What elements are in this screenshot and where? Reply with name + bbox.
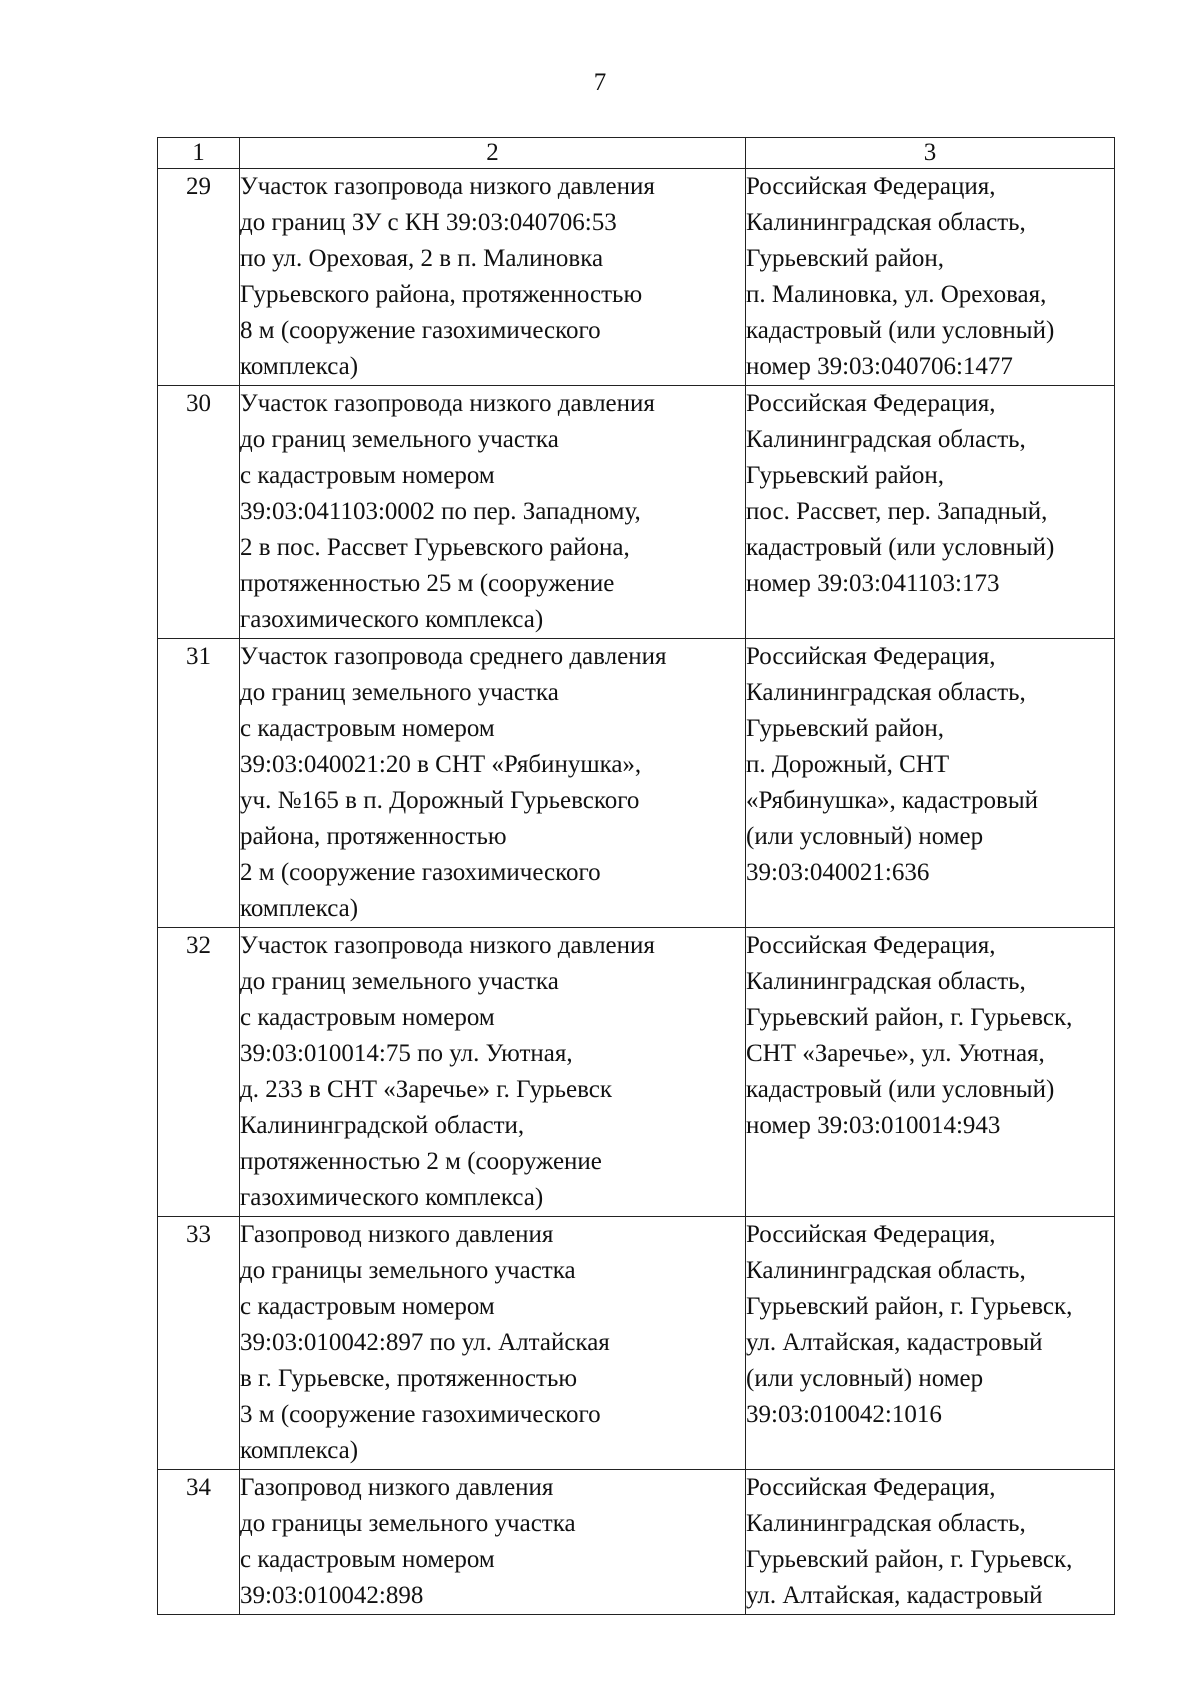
address-line: Калининградская область, xyxy=(746,679,1026,706)
page-number: 7 xyxy=(593,69,607,96)
description-line: до границ ЗУ с КН 39:03:040706:53 xyxy=(240,209,617,236)
address-line: (или условный) номер xyxy=(746,1365,984,1392)
address-line: п. Малиновка, ул. Ореховая, xyxy=(746,281,1047,308)
description-line: Калининградской области, xyxy=(240,1112,525,1139)
description-line: Участок газопровода среднего давления xyxy=(240,643,667,670)
description-line: Газопровод низкого давления xyxy=(240,1221,554,1248)
address-line: Гурьевский район, xyxy=(746,462,945,489)
description-line: до границ земельного участка xyxy=(240,968,559,995)
address-line: Гурьевский район, xyxy=(746,245,945,272)
address-line: Калининградская область, xyxy=(746,968,1026,995)
description-line: Участок газопровода низкого давления xyxy=(240,932,655,959)
row-number: 32 xyxy=(158,928,240,1217)
description-line: по ул. Ореховая, 2 в п. Малиновка xyxy=(240,245,604,272)
description-line: 39:03:010014:75 по ул. Уютная, xyxy=(240,1040,573,1067)
address-line: п. Дорожный, СНТ xyxy=(746,751,950,778)
description-line: Участок газопровода низкого давления xyxy=(240,390,655,417)
description-line: до границ земельного участка xyxy=(240,426,559,453)
description-line: Участок газопровода низкого давления xyxy=(240,173,655,200)
row-number: 31 xyxy=(158,639,240,928)
description-line: протяженностью 2 м (сооружение xyxy=(240,1148,602,1175)
table-header-row xyxy=(158,138,1115,169)
table-row xyxy=(158,639,1115,928)
address-line: 39:03:010042:1016 xyxy=(746,1401,942,1428)
object-description-cell xyxy=(240,1217,746,1470)
address-line: кадастровый (или условный) xyxy=(746,534,1055,561)
description-line: газохимического комплекса) xyxy=(240,1184,544,1211)
address-cell xyxy=(746,1217,1115,1470)
table-body xyxy=(158,169,1115,1615)
description-line: Газопровод низкого давления xyxy=(240,1474,554,1501)
row-number: 29 xyxy=(158,169,240,386)
table-row xyxy=(158,1470,1115,1615)
address-line: Гурьевский район, г. Гурьевск, xyxy=(746,1004,1073,1031)
object-description-cell xyxy=(240,639,746,928)
description-line: д. 233 в СНТ «Заречье» г. Гурьевск xyxy=(240,1076,613,1103)
address-line: «Рябинушка», кадастровый xyxy=(746,787,1039,814)
object-description-cell xyxy=(240,386,746,639)
address-line: Российская Федерация, xyxy=(746,173,996,200)
description-line: комплекса) xyxy=(240,895,359,922)
address-line: Российская Федерация, xyxy=(746,1221,996,1248)
address-line: Гурьевский район, xyxy=(746,715,945,742)
description-line: до границы земельного участка xyxy=(240,1257,576,1284)
description-line: с кадастровым номером xyxy=(240,1004,495,1031)
description-line: уч. №165 в п. Дорожный Гурьевского xyxy=(240,787,640,814)
row-number: 30 xyxy=(158,386,240,639)
column-header-address: 3 xyxy=(746,138,1115,169)
address-line: (или условный) номер xyxy=(746,823,984,850)
description-line: до границ земельного участка xyxy=(240,679,559,706)
description-line: 2 в пос. Рассвет Гурьевского района, xyxy=(240,534,630,561)
description-line: 3 м (сооружение газохимического xyxy=(240,1401,601,1428)
description-line: комплекса) xyxy=(240,353,359,380)
description-line: с кадастровым номером xyxy=(240,1293,495,1320)
description-line: 39:03:010042:898 xyxy=(240,1582,424,1609)
address-cell xyxy=(746,1470,1115,1615)
address-line: номер 39:03:040706:1477 xyxy=(746,353,1013,380)
row-number: 33 xyxy=(158,1217,240,1470)
object-description-cell xyxy=(240,928,746,1217)
row-number: 34 xyxy=(158,1470,240,1615)
address-line: Российская Федерация, xyxy=(746,1474,996,1501)
address-line: Калининградская область, xyxy=(746,1257,1026,1284)
address-cell xyxy=(746,928,1115,1217)
description-line: 8 м (сооружение газохимического xyxy=(240,317,601,344)
address-line: Гурьевский район, г. Гурьевск, xyxy=(746,1293,1073,1320)
description-line: 39:03:041103:0002 по пер. Западному, xyxy=(240,498,641,525)
description-line: до границы земельного участка xyxy=(240,1510,576,1537)
table-row xyxy=(158,1217,1115,1470)
description-line: комплекса) xyxy=(240,1437,359,1464)
description-line: Гурьевского района, протяженностью xyxy=(240,281,643,308)
address-line: номер 39:03:041103:173 xyxy=(746,570,1000,597)
address-line: пос. Рассвет, пер. Западный, xyxy=(746,498,1048,525)
description-line: района, протяженностью xyxy=(240,823,507,850)
description-line: с кадастровым номером xyxy=(240,1546,495,1573)
address-line: ул. Алтайская, кадастровый xyxy=(746,1329,1043,1356)
description-line: 39:03:040021:20 в СНТ «Рябинушка», xyxy=(240,751,642,778)
object-description-cell xyxy=(240,169,746,386)
description-line: протяженностью 25 м (сооружение xyxy=(240,570,615,597)
table-row xyxy=(158,169,1115,386)
description-line: 39:03:010042:897 по ул. Алтайская xyxy=(240,1329,610,1356)
address-line: ул. Алтайская, кадастровый xyxy=(746,1582,1043,1609)
address-cell xyxy=(746,639,1115,928)
address-line: СНТ «Заречье», ул. Уютная, xyxy=(746,1040,1045,1067)
address-line: Российская Федерация, xyxy=(746,390,996,417)
table-row xyxy=(158,928,1115,1217)
address-line: Калининградская область, xyxy=(746,209,1026,236)
description-line: газохимического комплекса) xyxy=(240,606,544,633)
description-line: 2 м (сооружение газохимического xyxy=(240,859,601,886)
address-line: номер 39:03:010014:943 xyxy=(746,1112,1001,1139)
description-line: с кадастровым номером xyxy=(240,715,495,742)
address-line: Российская Федерация, xyxy=(746,643,996,670)
address-line: Калининградская область, xyxy=(746,426,1026,453)
description-line: с кадастровым номером xyxy=(240,462,495,489)
address-line: 39:03:040021:636 xyxy=(746,859,930,886)
address-line: Калининградская область, xyxy=(746,1510,1026,1537)
gas-pipeline-table xyxy=(157,137,1115,1615)
address-line: кадастровый (или условный) xyxy=(746,317,1055,344)
address-line: Российская Федерация, xyxy=(746,932,996,959)
address-line: кадастровый (или условный) xyxy=(746,1076,1055,1103)
address-cell xyxy=(746,169,1115,386)
address-line: Гурьевский район, г. Гурьевск, xyxy=(746,1546,1073,1573)
address-cell xyxy=(746,386,1115,639)
object-description-cell xyxy=(240,1470,746,1615)
column-header-description: 2 xyxy=(240,138,746,169)
column-header-number: 1 xyxy=(158,138,240,169)
description-line: в г. Гурьевске, протяженностью xyxy=(240,1365,578,1392)
table-row xyxy=(158,386,1115,639)
